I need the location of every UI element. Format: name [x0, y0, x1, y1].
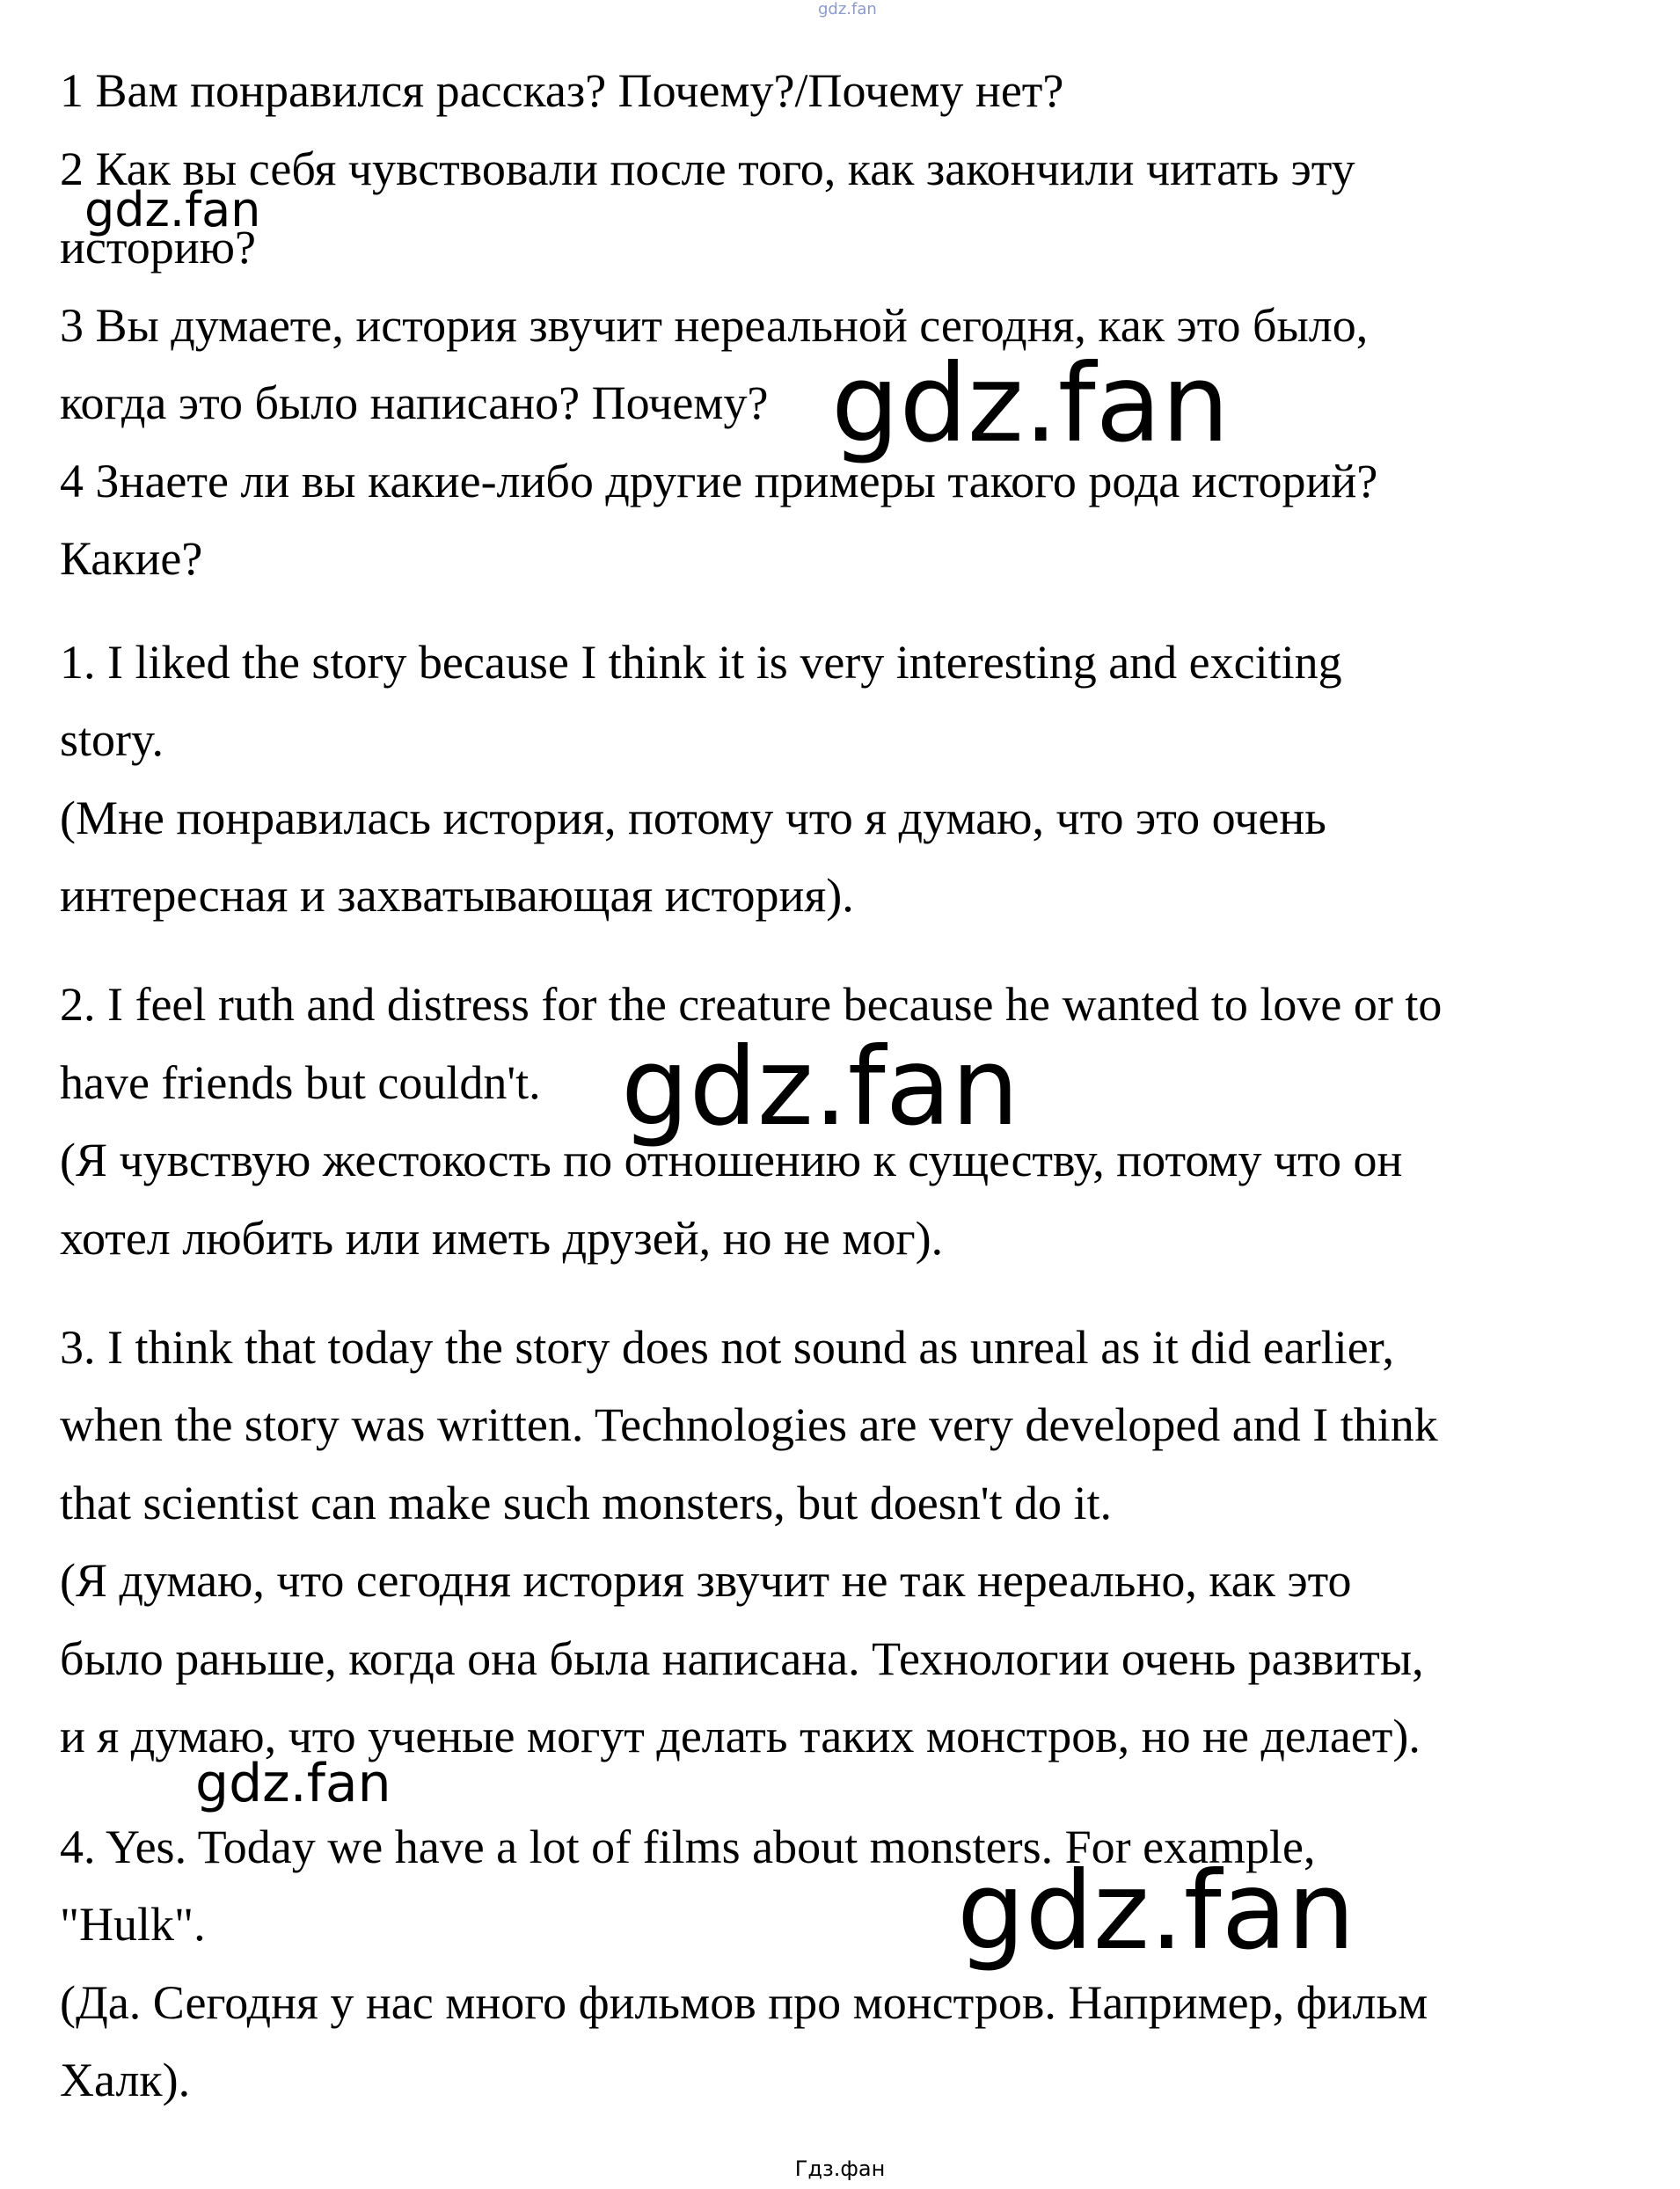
answer-2-line-3: (Я чувствую жестокость по отношению к существу, потому что он: [60, 1134, 1403, 1186]
question-line-1: 1 Вам понравился рассказ? Почему?/Почему нет?: [60, 64, 1064, 117]
answer-3-line-3: that scientist can make such monsters, but doesn't do it.: [60, 1477, 1113, 1529]
answer-2-line-4: хотел любить или иметь друзей, но не мог).: [60, 1212, 944, 1265]
answer-3-line-6: и я думаю, что ученые могут делать таких монстров, но не делает).: [60, 1710, 1421, 1762]
answer-4-line-3: (Да. Сегодня у нас много фильмов про монстров. Например, фильм: [60, 1976, 1428, 2029]
answer-3-line-5: было раньше, когда она была написана. Технологии очень развиты,: [60, 1632, 1424, 1685]
page-footer: Гдз.фан: [794, 2156, 886, 2181]
question-line-7: Какие?: [60, 532, 203, 585]
answer-1-line-1: 1. I liked the story because I think it is very interesting and exciting: [60, 636, 1342, 689]
question-line-5: когда это было написано? Почему?: [60, 376, 769, 429]
watermark-large-1: gdz.fan: [831, 341, 1230, 466]
question-line-3: историю?: [60, 221, 256, 274]
question-line-4: 3 Вы думаете, история звучит нереальной сегодня, как это было,: [60, 299, 1369, 352]
answer-4-line-2: "Hulk".: [60, 1898, 206, 1951]
watermark-large-3: gdz.fan: [957, 1849, 1355, 1974]
answer-3-line-1: 3. I think that today the story does not sound as unreal as it did earlier,: [60, 1321, 1395, 1374]
answer-2-line-1: 2. I feel ruth and distress for the creature because he wanted to love or to: [60, 978, 1443, 1031]
watermark-large-2: gdz.fan: [621, 1025, 1019, 1149]
answer-3-line-2: when the story was written. Technologies are very developed and I think: [60, 1398, 1438, 1451]
answer-1-line-3: (Мне понравилась история, потому что я думаю, что это очень: [60, 792, 1326, 844]
question-line-6: 4 Знаете ли вы какие-либо другие примеры такого рода историй?: [60, 455, 1378, 507]
answer-1-line-4: интересная и захватывающая история).: [60, 869, 854, 922]
answer-1-line-2: story.: [60, 713, 164, 766]
watermark-small-1: gdz.fan: [84, 182, 261, 237]
answer-3-line-4: (Я думаю, что сегодня история звучит не так нереально, как это: [60, 1554, 1352, 1607]
answer-4-line-4: Халк).: [60, 2054, 191, 2106]
question-line-2: 2 Как вы себя чувствовали после того, как закончили читать эту: [60, 142, 1355, 195]
answer-4-line-1: 4. Yes. Today we have a lot of films about monsters. For example,: [60, 1821, 1316, 1873]
answer-2-line-2: have friends but couldn't.: [60, 1056, 541, 1109]
watermark-top: gdz.fan: [818, 0, 877, 18]
watermark-small-2: gdz.fan: [195, 1753, 391, 1814]
